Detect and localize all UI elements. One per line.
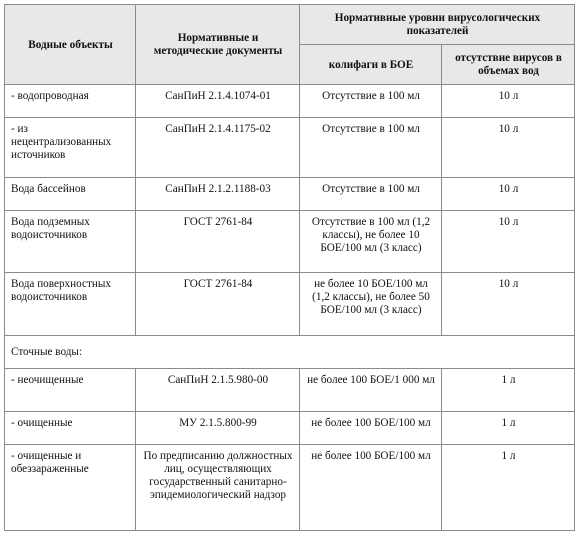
cell-coliphage: не более 10 БОЕ/100 мл (1,2 классы), не более 50 БОЕ/100 мл (3 класс)	[300, 273, 442, 336]
cell-coliphage: Отсутствие в 100 мл	[300, 118, 442, 178]
cell-document: По предписанию должностных лиц, осуществляющих государственный санитарно-эпидемиологический надзор	[136, 445, 300, 531]
table-row	[5, 178, 575, 211]
cell-object: Вода подземных водоисточников	[5, 211, 136, 273]
cell-document: СанПиН 2.1.4.1175-02	[136, 118, 300, 178]
header-water-objects: Водные объекты	[5, 5, 136, 85]
cell-coliphage: Отсутствие в 100 мл	[300, 178, 442, 211]
cell-object: Вода поверхностных водоисточников	[5, 273, 136, 336]
table-row	[5, 369, 575, 412]
cell-coliphage: не более 100 БОЕ/100 мл	[300, 445, 442, 531]
cell-object: Вода бассейнов	[5, 178, 136, 211]
cell-volume: 10 л	[442, 118, 575, 178]
header-documents: Нормативные и методические документы	[136, 5, 300, 85]
cell-object: - очищенные и обеззараженные	[5, 445, 136, 531]
cell-volume: 1 л	[442, 412, 575, 445]
cell-object: - водопроводная	[5, 85, 136, 118]
table-row	[5, 118, 575, 178]
cell-coliphage: не более 100 БОЕ/1 000 мл	[300, 369, 442, 412]
cell-document: ГОСТ 2761-84	[136, 273, 300, 336]
virology-norms-table	[4, 4, 575, 531]
header-coliphages: колифаги в БОЕ	[300, 45, 442, 85]
section-label: Сточные воды:	[5, 336, 575, 369]
cell-document: ГОСТ 2761-84	[136, 211, 300, 273]
header-norm-levels: Нормативные уровни вирусологических показателей	[300, 5, 575, 45]
cell-volume: 10 л	[442, 273, 575, 336]
cell-volume: 1 л	[442, 369, 575, 412]
table-row	[5, 211, 575, 273]
section-row	[5, 336, 575, 369]
table-row	[5, 412, 575, 445]
cell-object: - очищенные	[5, 412, 136, 445]
table-row	[5, 273, 575, 336]
cell-document: МУ 2.1.5.800-99	[136, 412, 300, 445]
cell-coliphage: Отсутствие в 100 мл	[300, 85, 442, 118]
header-virus-absence: отсутствие вирусов в объемах вод	[442, 45, 575, 85]
cell-volume: 10 л	[442, 211, 575, 273]
cell-volume: 1 л	[442, 445, 575, 531]
table-row	[5, 445, 575, 531]
cell-document: СанПиН 2.1.5.980-00	[136, 369, 300, 412]
cell-object: - неочищенные	[5, 369, 136, 412]
cell-coliphage: не более 100 БОЕ/100 мл	[300, 412, 442, 445]
table-row	[5, 85, 575, 118]
cell-volume: 10 л	[442, 178, 575, 211]
cell-volume: 10 л	[442, 85, 575, 118]
cell-document: СанПиН 2.1.4.1074-01	[136, 85, 300, 118]
cell-coliphage: Отсутствие в 100 мл (1,2 классы), не более 10 БОЕ/100 мл (3 класс)	[300, 211, 442, 273]
cell-object: - из нецентрализованных источников	[5, 118, 136, 178]
cell-document: СанПиН 2.1.2.1188-03	[136, 178, 300, 211]
